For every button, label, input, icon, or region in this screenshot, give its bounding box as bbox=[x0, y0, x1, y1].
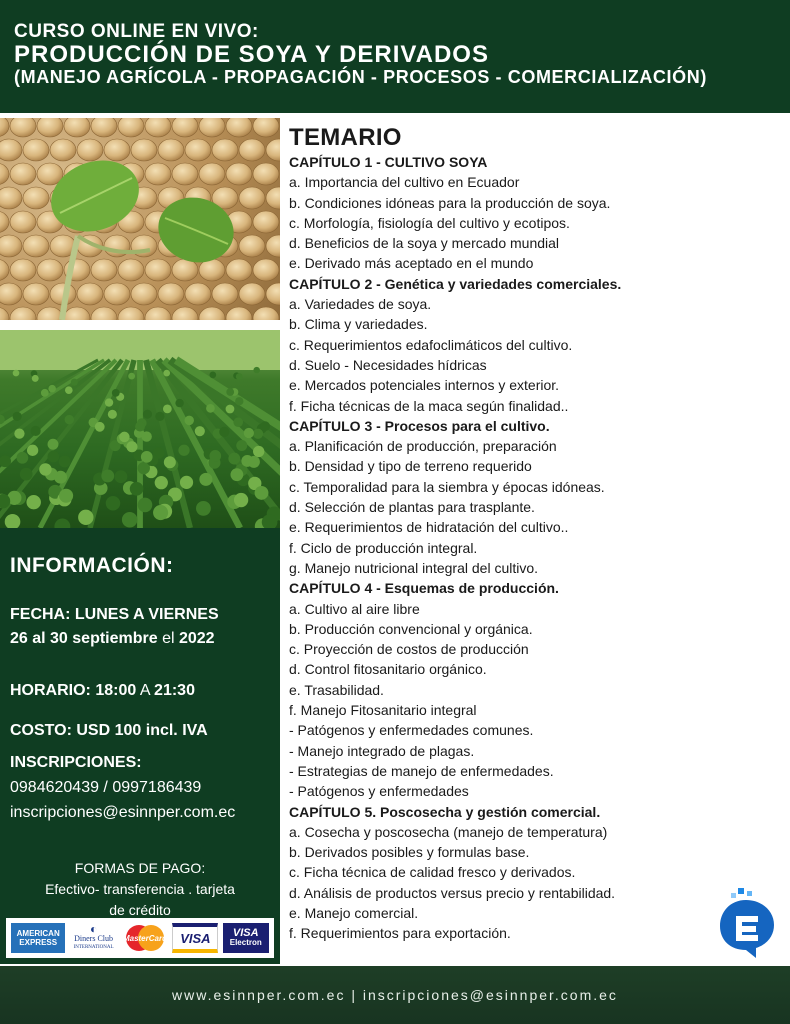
header-banner bbox=[0, 0, 790, 113]
phone-numbers[interactable]: 0984620439 / 0997186439 bbox=[10, 779, 202, 796]
temario-item: f. Ciclo de producción integral. bbox=[289, 539, 478, 556]
chapter-heading: CAPÍTULO 3 - Procesos para el cultivo. bbox=[289, 417, 550, 434]
temario-item: f. Requerimientos para exportación. bbox=[289, 925, 511, 942]
temario-item: e. Derivado más aceptado en el mundo bbox=[289, 255, 534, 272]
temario-item: - Patógenos y enfermedades comunes. bbox=[289, 722, 534, 739]
temario-item: b. Derivados posibles y formulas base. bbox=[289, 844, 530, 861]
info-panel bbox=[0, 528, 280, 964]
logo-mark-icon bbox=[716, 888, 776, 958]
diners-icon: ◐ bbox=[89, 921, 98, 936]
header-course-type: CURSO ONLINE EN VIVO: bbox=[14, 21, 259, 42]
temario-item: - Manejo integrado de plagas. bbox=[289, 742, 475, 759]
soybeans-photo bbox=[0, 118, 280, 320]
amex-text-1: AMERICAN bbox=[16, 929, 60, 938]
visa-electron-logo bbox=[223, 923, 269, 953]
temario-item: e. Trasabilidad. bbox=[289, 681, 384, 698]
pago-line1: Efectivo- transferencia . tarjeta bbox=[45, 881, 235, 897]
amex-text-2: EXPRESS bbox=[19, 938, 58, 947]
visa-logo: VISA bbox=[172, 923, 218, 953]
temario-item: b. Producción convencional y orgánica. bbox=[289, 620, 533, 637]
temario-item: d. Análisis de productos versus precio y rentabilidad. bbox=[289, 884, 616, 901]
pago-line2: de crédito bbox=[109, 902, 171, 918]
temario-item: c. Proyección de costos de producción bbox=[289, 641, 529, 658]
inscripciones-label: INSCRIPCIONES: bbox=[10, 754, 142, 771]
diners-text-1: Diners Club bbox=[74, 933, 114, 943]
visa-electron-text-2: Electron bbox=[229, 938, 262, 947]
mastercard-logo bbox=[122, 923, 168, 953]
temario-item: g. Manejo nutricional integral del cultivo. bbox=[289, 559, 539, 576]
chapter-heading: CAPÍTULO 2 - Genética y variedades comerciales. bbox=[289, 275, 622, 292]
temario-item: - Patógenos y enfermedades bbox=[289, 783, 469, 800]
fecha-days: 26 al 30 septiembre bbox=[10, 630, 158, 647]
temario-item: a. Cosecha y poscosecha (manejo de temperatura) bbox=[289, 823, 608, 840]
temario-item: a. Variedades de soya. bbox=[289, 296, 432, 313]
temario-item: d. Suelo - Necesidades hídricas bbox=[289, 356, 487, 373]
email-link[interactable]: inscripciones@esinnper.com.ec bbox=[10, 804, 236, 821]
temario-item: d. Beneficios de la soya y mercado mundial bbox=[289, 235, 560, 252]
temario-item: b. Clima y variedades. bbox=[289, 316, 428, 333]
visa-electron-text-1: VISA bbox=[232, 927, 259, 939]
pago-title: FORMAS DE PAGO: bbox=[74, 860, 206, 876]
footer-bar bbox=[0, 966, 790, 1024]
footer-contact[interactable]: www.esinnper.com.ec | inscripciones@esinnper.com.ec bbox=[172, 987, 618, 1003]
diners-logo bbox=[70, 923, 118, 953]
diners-text-2: INTERNATIONAL bbox=[73, 944, 114, 950]
fecha-label: FECHA: LUNES A VIERNES bbox=[10, 606, 219, 623]
temario-item: f. Ficha técnicas de la maca según finalidad.. bbox=[289, 397, 569, 414]
temario-item: c. Requerimientos edafoclimáticos del cultivo. bbox=[289, 336, 573, 353]
field-illustration bbox=[0, 330, 280, 528]
temario-item: c. Ficha técnica de calidad fresco y derivados. bbox=[289, 864, 576, 881]
temario-item: e. Mercados potenciales internos y exterior. bbox=[289, 377, 560, 394]
temario-item: - Estrategias de manejo de enfermedades. bbox=[289, 762, 554, 779]
temario-section bbox=[289, 124, 785, 944]
temario-item: c. Morfología, fisiología del cultivo y ecotipos. bbox=[289, 214, 570, 231]
mastercard-text: MasterCard bbox=[122, 933, 167, 943]
temario-title: TEMARIO bbox=[289, 124, 402, 151]
esinnper-logo-icon bbox=[716, 888, 776, 958]
temario-item: a. Cultivo al aire libre bbox=[289, 600, 420, 617]
temario-list bbox=[289, 152, 785, 944]
temario-item: d. Selección de plantas para trasplante. bbox=[289, 499, 535, 516]
payment-cards bbox=[6, 918, 274, 958]
temario-item: e. Manejo comercial. bbox=[289, 904, 419, 921]
info-title: INFORMACIÓN: bbox=[10, 554, 174, 577]
temario-item: b. Densidad y tipo de terreno requerido bbox=[289, 458, 532, 475]
header-course-title: PRODUCCIÓN DE SOYA Y DERIVADOS bbox=[14, 41, 489, 68]
chapter-heading: CAPÍTULO 1 - CULTIVO SOYA bbox=[289, 154, 488, 170]
temario-item: e. Requerimientos de hidratación del cultivo.. bbox=[289, 519, 569, 536]
header-course-topics: (MANEJO AGRÍCOLA - PROPAGACIÓN - PROCESOS - COMERCIALIZACIÓN) bbox=[14, 67, 707, 87]
soybean-field-photo bbox=[0, 330, 280, 528]
temario-item: c. Temporalidad para la siembra y épocas idóneas. bbox=[289, 478, 605, 495]
temario-item: f. Manejo Fitosanitario integral bbox=[289, 702, 477, 719]
temario-item: b. Condiciones idóneas para la producción de soya. bbox=[289, 194, 611, 211]
horario-end: 21:30 bbox=[154, 682, 195, 699]
soybeans-illustration bbox=[0, 118, 280, 320]
fecha-year: 2022 bbox=[178, 630, 215, 647]
temario-item: d. Control fitosanitario orgánico. bbox=[289, 661, 487, 678]
amex-logo bbox=[11, 923, 65, 953]
fecha-el: el bbox=[157, 630, 179, 647]
horario bbox=[10, 682, 195, 700]
fecha-dates bbox=[10, 630, 215, 648]
temario-item: a. Importancia del cultivo en Ecuador bbox=[289, 174, 520, 191]
costo: COSTO: USD 100 incl. IVA bbox=[10, 722, 208, 739]
temario-item: a. Planificación de producción, preparación bbox=[289, 438, 557, 455]
horario-a: A bbox=[136, 682, 155, 699]
horario-start: HORARIO: 18:00 bbox=[10, 682, 137, 699]
chapter-heading: CAPÍTULO 4 - Esquemas de producción. bbox=[289, 580, 559, 597]
chapter-heading: CAPÍTULO 5. Poscosecha y gestión comercial. bbox=[289, 803, 601, 820]
